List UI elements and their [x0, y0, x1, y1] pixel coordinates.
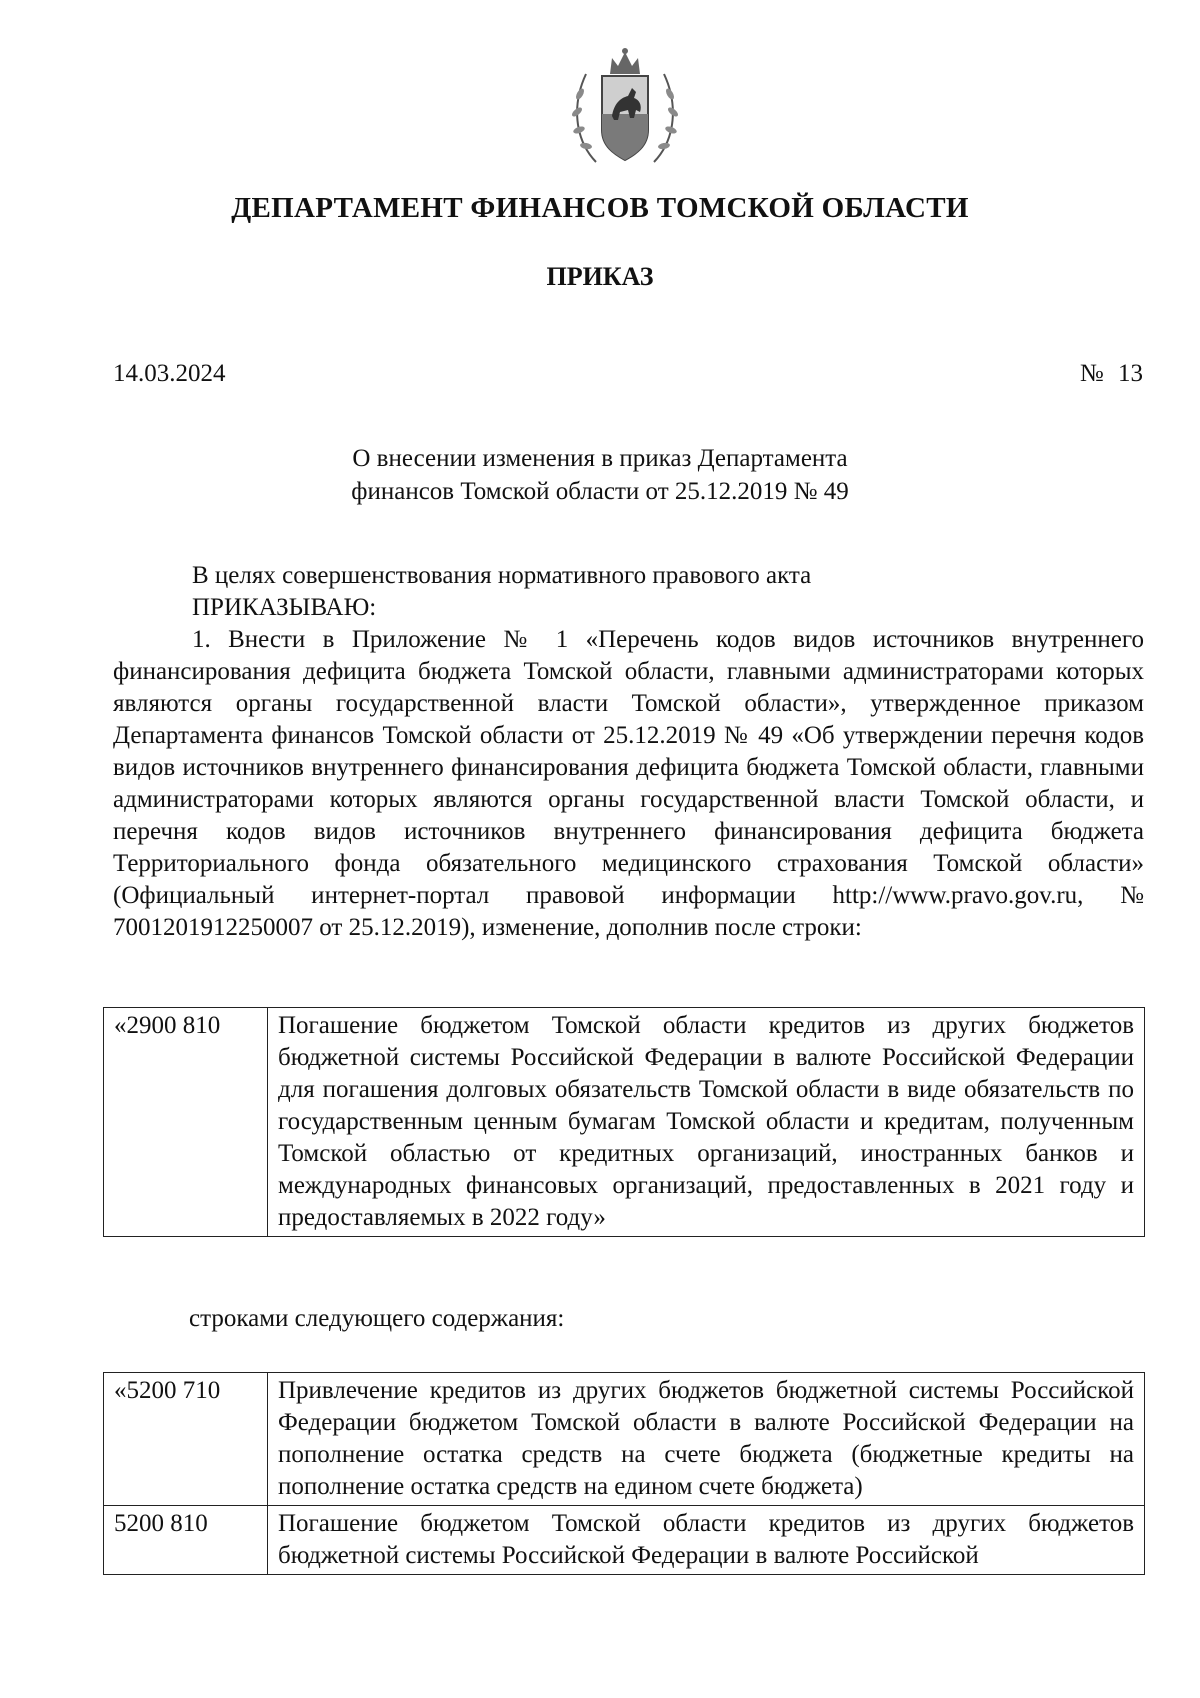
document-body — [113, 560, 1144, 944]
purpose-paragraph: В целях совершенствования нормативного правового акта — [192, 562, 812, 589]
subject-line-1: О внесении изменения в приказ Департамента — [352, 445, 848, 472]
department-title: ДЕПАРТАМЕНТ ФИНАНСОВ ТОМСКОЙ ОБЛАСТИ — [231, 192, 969, 224]
table-row — [104, 1506, 1145, 1575]
document-date: 14.03.2024 — [113, 360, 226, 387]
description-cell: Погашение бюджетом Томской области кредитов из других бюджетов бюджетной системы Российской Федерации в валюте Российской — [268, 1506, 1145, 1575]
description-cell: Погашение бюджетом Томской области кредитов из других бюджетов бюджетной системы Российской Федерации в валюте Российской Федерации для погашения долговых обязательств Томской области в виде обязательств по государственным ценным бумагам Томской области и кредитам, полученным Томской областью от кредитных организаций, иностранных банков и международных финансовых организаций, предоставленных в 2021 году и предоставляемых в 2022 году» — [268, 1008, 1145, 1237]
document-number: № 13 — [1079, 360, 1143, 387]
new-rows-intro: строками следующего содержания: — [189, 1305, 565, 1332]
table-row — [104, 1373, 1145, 1506]
table-new-rows — [103, 1372, 1145, 1575]
table-existing-row — [103, 1007, 1145, 1237]
document-kind: ПРИКАЗ — [546, 262, 654, 291]
item-1-paragraph: 1. Внести в Приложение № 1 «Перечень кодов видов источников внутреннего финансирования дефицита бюджета Томской области, главными администраторами которых являются органы государственной власти Томской области», утвержденное приказом Департамента финансов Томской области от 25.12.2019 № 49 «Об утверждении перечня кодов видов источников внутреннего финансирования дефицита бюджета Томской области, главными администраторами которых являются органы государственной власти Томской области, и перечня кодов видов источников внутреннего финансирования дефицита бюджета Территориального фонда обязательного медицинского страхования Томской области» (Официальный интернет-портал правовой информации http://www.pravo.gov.ru, № 7001201912250007 от 25.12.2019), изменение, дополнив после строки: — [113, 626, 1144, 941]
code-cell: «5200 710 — [104, 1373, 268, 1506]
tomsk-coat-of-arms-icon — [566, 44, 684, 170]
subject-line-2: финансов Томской области от 25.12.2019 № 49 — [351, 478, 849, 505]
table-row — [104, 1008, 1145, 1237]
description-cell: Привлечение кредитов из других бюджетов бюджетной системы Российской Федерации бюджетом Томской области в валюте Российской Федерации на пополнение остатка средств на счете бюджета (бюджетные кредиты на пополнение остатка средств на едином счете бюджета) — [268, 1373, 1145, 1506]
order-word: ПРИКАЗЫВАЮ: — [192, 594, 377, 621]
code-cell: «2900 810 — [104, 1008, 268, 1237]
code-cell: 5200 810 — [104, 1506, 268, 1575]
document-subject — [0, 442, 1200, 508]
